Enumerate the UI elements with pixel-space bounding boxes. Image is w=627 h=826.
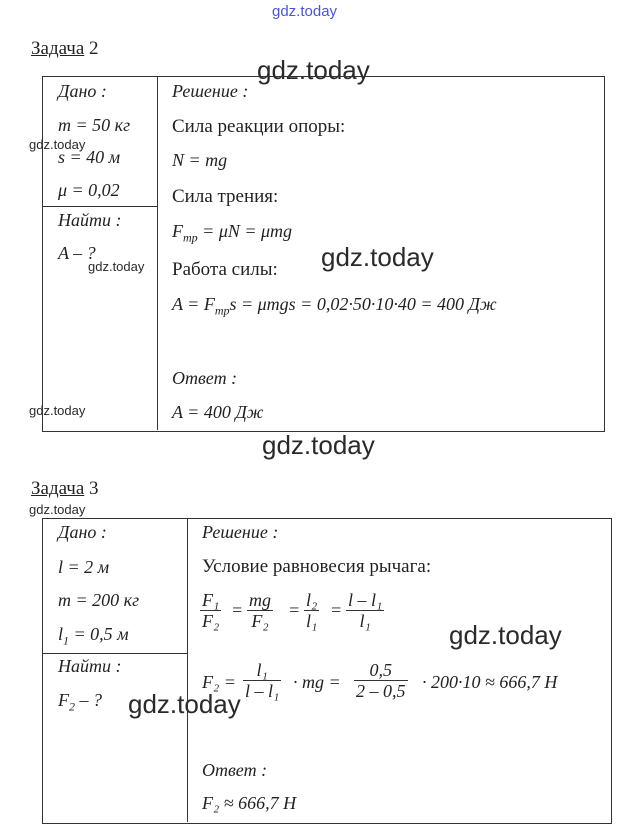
fraction-denominator: l – l₁ (245, 681, 280, 701)
watermark: gdz.today (29, 403, 86, 418)
task2-heading-word: Задача (31, 38, 85, 59)
fraction (346, 590, 384, 631)
task3-heading-word: Задача (31, 478, 85, 499)
formula-part: = μN = μmg (197, 221, 293, 241)
task2-answer: A = 400 Дж (172, 402, 264, 422)
task3-answer-label: Ответ : (202, 760, 268, 780)
task3-given-divider (42, 653, 187, 654)
task2-given-divider (42, 206, 157, 207)
watermark: gdz.today (128, 689, 241, 719)
fraction (243, 660, 281, 701)
formula-part: l (58, 624, 64, 644)
equals-sign: = (330, 600, 343, 620)
task3-heading-number: 3 (89, 478, 99, 499)
fraction-denominator: l₁ (306, 611, 318, 631)
watermark: gdz.today (262, 430, 375, 460)
formula-part: · mg = (293, 672, 341, 692)
task2-text-line: Сила реакции опоры: (172, 116, 346, 137)
task2-find-value: A – ? (58, 243, 96, 263)
formula-part: F (172, 221, 183, 241)
watermark: gdz.today (29, 137, 86, 152)
task2-given-item: μ = 0,02 (58, 180, 120, 200)
task2-solution-label: Решение : (172, 81, 249, 101)
task2-given-item: s = 40 м (58, 147, 121, 167)
task3-divider (187, 518, 188, 822)
formula-part: – ? (75, 690, 102, 710)
fraction-numerator: l – l₁ (348, 590, 383, 610)
task3-find-label: Найти : (58, 656, 122, 676)
watermark: gdz.today (257, 55, 370, 85)
formula-subscript: 2 (69, 699, 75, 714)
fraction-numerator: mg (249, 590, 271, 610)
equals-sign: = (231, 600, 244, 620)
task2-formula (172, 221, 292, 246)
formula-part: · 200·10 ≈ 666,7 Н (422, 672, 558, 692)
fraction-denominator: F₂ (202, 611, 220, 631)
fraction-numerator: 0,5 (369, 660, 392, 680)
task2-answer-label: Ответ : (172, 368, 238, 388)
fraction (247, 590, 273, 631)
formula-part: A = F (172, 294, 215, 314)
task2-formula: N = mg (172, 150, 228, 170)
fraction-numerator: l₂ (306, 590, 318, 610)
task2-formula (172, 294, 497, 319)
task2-text-line: Работа силы: (172, 259, 278, 280)
watermark: gdz.today (88, 259, 145, 274)
task2-text-line: Сила трения: (172, 186, 279, 207)
fraction (304, 590, 319, 631)
task2-divider (157, 76, 158, 430)
formula-subscript: тр (214, 303, 230, 318)
task2-heading-number: 2 (89, 38, 99, 59)
task3-find-value (58, 690, 102, 715)
fraction-numerator: l₁ (256, 660, 268, 680)
task3-heading (31, 478, 99, 500)
formula-part: F₂ = (202, 672, 236, 692)
formula-part: F (58, 690, 69, 710)
fraction-denominator: 2 – 0,5 (356, 681, 406, 701)
formula-part: s = μmgs = 0,02·50·10·40 = 400 Дж (229, 294, 497, 314)
fraction-denominator: l₁ (359, 611, 371, 631)
fraction (200, 590, 221, 631)
task2-heading (31, 38, 99, 60)
fraction-denominator: F₂ (251, 611, 269, 631)
task2-find-label: Найти : (58, 210, 122, 230)
formula-subscript: тр (183, 230, 198, 245)
watermark: gdz.today (449, 620, 562, 650)
task3-solution-label: Решение : (202, 522, 279, 542)
task3-given-item: l = 2 м (58, 557, 110, 577)
equals-sign: = (288, 600, 301, 620)
watermark: gdz.today (29, 502, 86, 517)
task3-given-label: Дано : (58, 522, 107, 542)
watermark: gdz.today (321, 242, 434, 272)
watermark-top: gdz.today (272, 3, 338, 20)
task2-given-label: Дано : (58, 81, 107, 101)
formula-subscript: 1 (63, 633, 70, 648)
fraction (354, 660, 408, 701)
formula-part: = 0,5 м (69, 624, 129, 644)
fraction-numerator: F₁ (202, 590, 220, 610)
task3-text-line: Условие равновесия рычага: (202, 556, 432, 577)
task3-given-item (58, 624, 129, 649)
task2-given-item: m = 50 кг (58, 115, 131, 135)
task3-given-item: m = 200 кг (58, 590, 140, 610)
task3-answer: F₂ ≈ 666,7 Н (202, 793, 297, 813)
